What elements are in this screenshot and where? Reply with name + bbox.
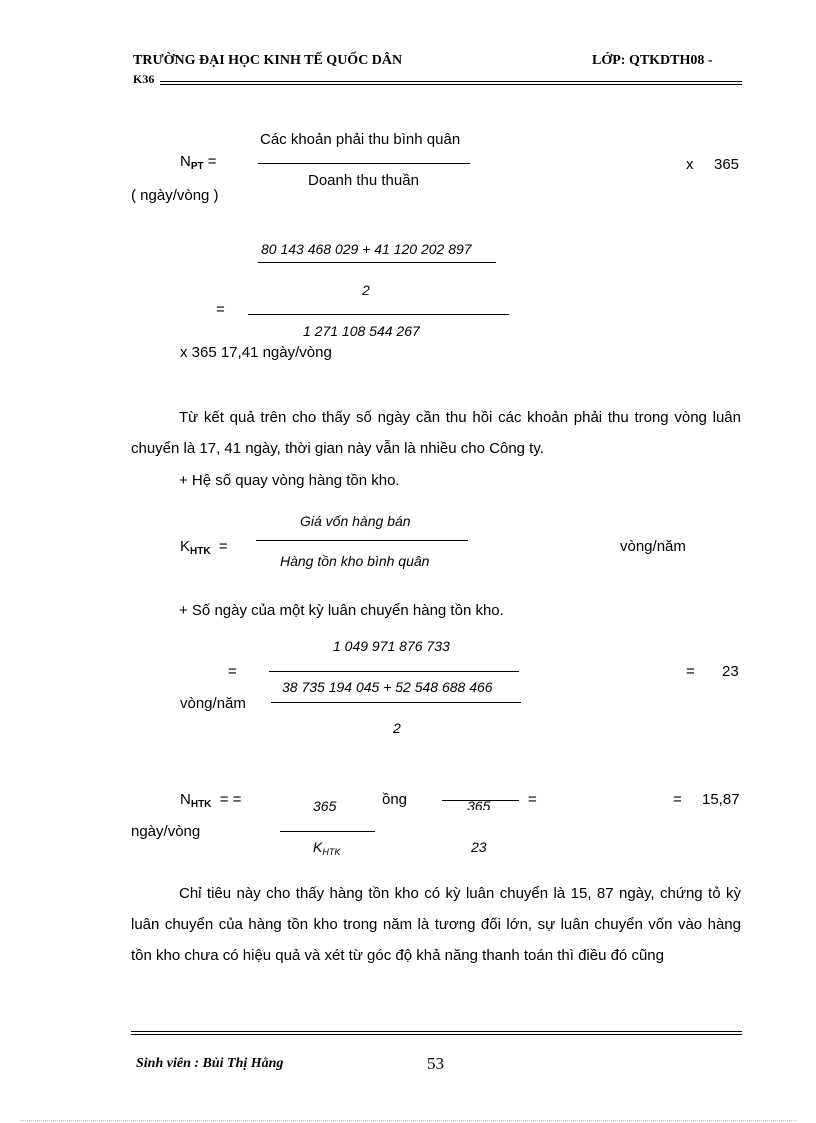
- npt-calc-main-bar: [248, 314, 509, 315]
- khtk-unit: vòng/năm: [620, 538, 686, 555]
- item-inventory-turnover: + Hệ số quay vòng hàng tồn kho.: [179, 472, 400, 489]
- header-class: LỚP: QTKDTH08 -: [592, 53, 713, 68]
- npt-calc-equals: =: [216, 301, 225, 318]
- khtk-calc-equals-right: =: [686, 663, 695, 680]
- nhtk-num-365: 365: [313, 798, 337, 814]
- npt-calc-result-clip: [180, 340, 440, 362]
- npt-calc-inner-bar: [258, 262, 496, 263]
- khtk-calc-main-bar: [269, 671, 519, 672]
- khtk-calc-equals-left: =: [228, 663, 237, 680]
- khtk-fraction-bar: [256, 540, 468, 541]
- khtk-calc-denominator: 38 735 194 045 + 52 548 688 466: [282, 679, 493, 695]
- nhtk-num-365b-clip: [460, 796, 500, 810]
- khtk-numerator: Giá vốn hàng bán: [300, 513, 411, 529]
- npt-calc-numerator: 80 143 468 029 + 41 120 202 897: [261, 241, 472, 257]
- paragraph-inventory: Chỉ tiêu này cho thấy hàng tồn kho có kỳ luân chuyển là 15, 87 ngày, chứng tỏ kỳ luân chuyển của hàng tồn kho trong năm là tương đối lớn, sự luân chuyển vốn vào hàng tồn kho chưa có hiệu quả và xét từ góc độ khả năng thanh toán thì điều đó cũng: [131, 885, 741, 964]
- npt-calc-result: x 365 17,41 ngày/vòng: [180, 344, 332, 361]
- npt-calc-divisor: 2: [362, 282, 370, 298]
- header-rule: [160, 81, 742, 85]
- npt-denominator: Doanh thu thuần: [308, 172, 419, 189]
- nhtk-equals-2: =: [528, 791, 537, 808]
- nhtk-fraction-bar: [280, 831, 375, 832]
- npt-365: 365: [714, 156, 740, 173]
- npt-fraction-bar: [258, 163, 470, 164]
- khtk-calc-unit: vòng/năm: [180, 695, 246, 712]
- item-inventory-days: + Số ngày của một kỳ luân chuyển hàng tồn kho.: [179, 602, 504, 619]
- nhtk-symbol: $N_{HTK}$ = =: [180, 791, 242, 810]
- footer-page-number: 53: [427, 1054, 444, 1073]
- khtk-symbol: $K_{HTK}$ =: [180, 538, 228, 557]
- npt-symbol: $N_{PT}$ =: [180, 153, 217, 172]
- khtk-calc-inner-bar: [271, 702, 521, 703]
- npt-calc-denominator: 1 271 108 544 267: [303, 323, 420, 339]
- nhtk-fragment: ồng: [382, 791, 408, 808]
- khtk-calc-numerator: 1 049 971 876 733: [333, 638, 450, 654]
- footer-student: Sinh viên : Bùi Thị Hằng: [136, 1056, 284, 1071]
- page-bottom-edge: [20, 1120, 796, 1121]
- khtk-calc-result: 23: [722, 663, 739, 680]
- nhtk-den-23: 23: [471, 839, 487, 855]
- nhtk-equals-3: =: [673, 791, 682, 808]
- npt-numerator: Các khoản phải thu bình quân: [260, 131, 461, 148]
- nhtk-num-365b: 365: [467, 798, 491, 810]
- header-class-suffix: K36: [133, 72, 155, 86]
- khtk-calc-divisor: 2: [393, 720, 401, 736]
- npt-unit: ( ngày/vòng ): [131, 187, 219, 204]
- footer-rule: [131, 1031, 742, 1035]
- header-school: TRƯỜNG ĐẠI HỌC KINH TẾ QUỐC DÂN: [133, 53, 403, 68]
- nhtk-unit: ngày/vòng: [131, 823, 201, 840]
- nhtk-fraction-bar-2: [442, 800, 519, 801]
- paragraph-receivables: Từ kết quả trên cho thấy số ngày cần thu hồi các khoản phải thu trong vòng luân chuyển là 17, 41 ngày, thời gian này vẫn là nhiều cho Công ty.: [131, 409, 741, 457]
- khtk-denominator: Hàng tồn kho bình quân: [280, 553, 430, 569]
- nhtk-den-k: $K_{HTK}$: [313, 839, 341, 857]
- npt-times: x: [686, 156, 694, 173]
- nhtk-result: 15,87: [702, 791, 740, 808]
